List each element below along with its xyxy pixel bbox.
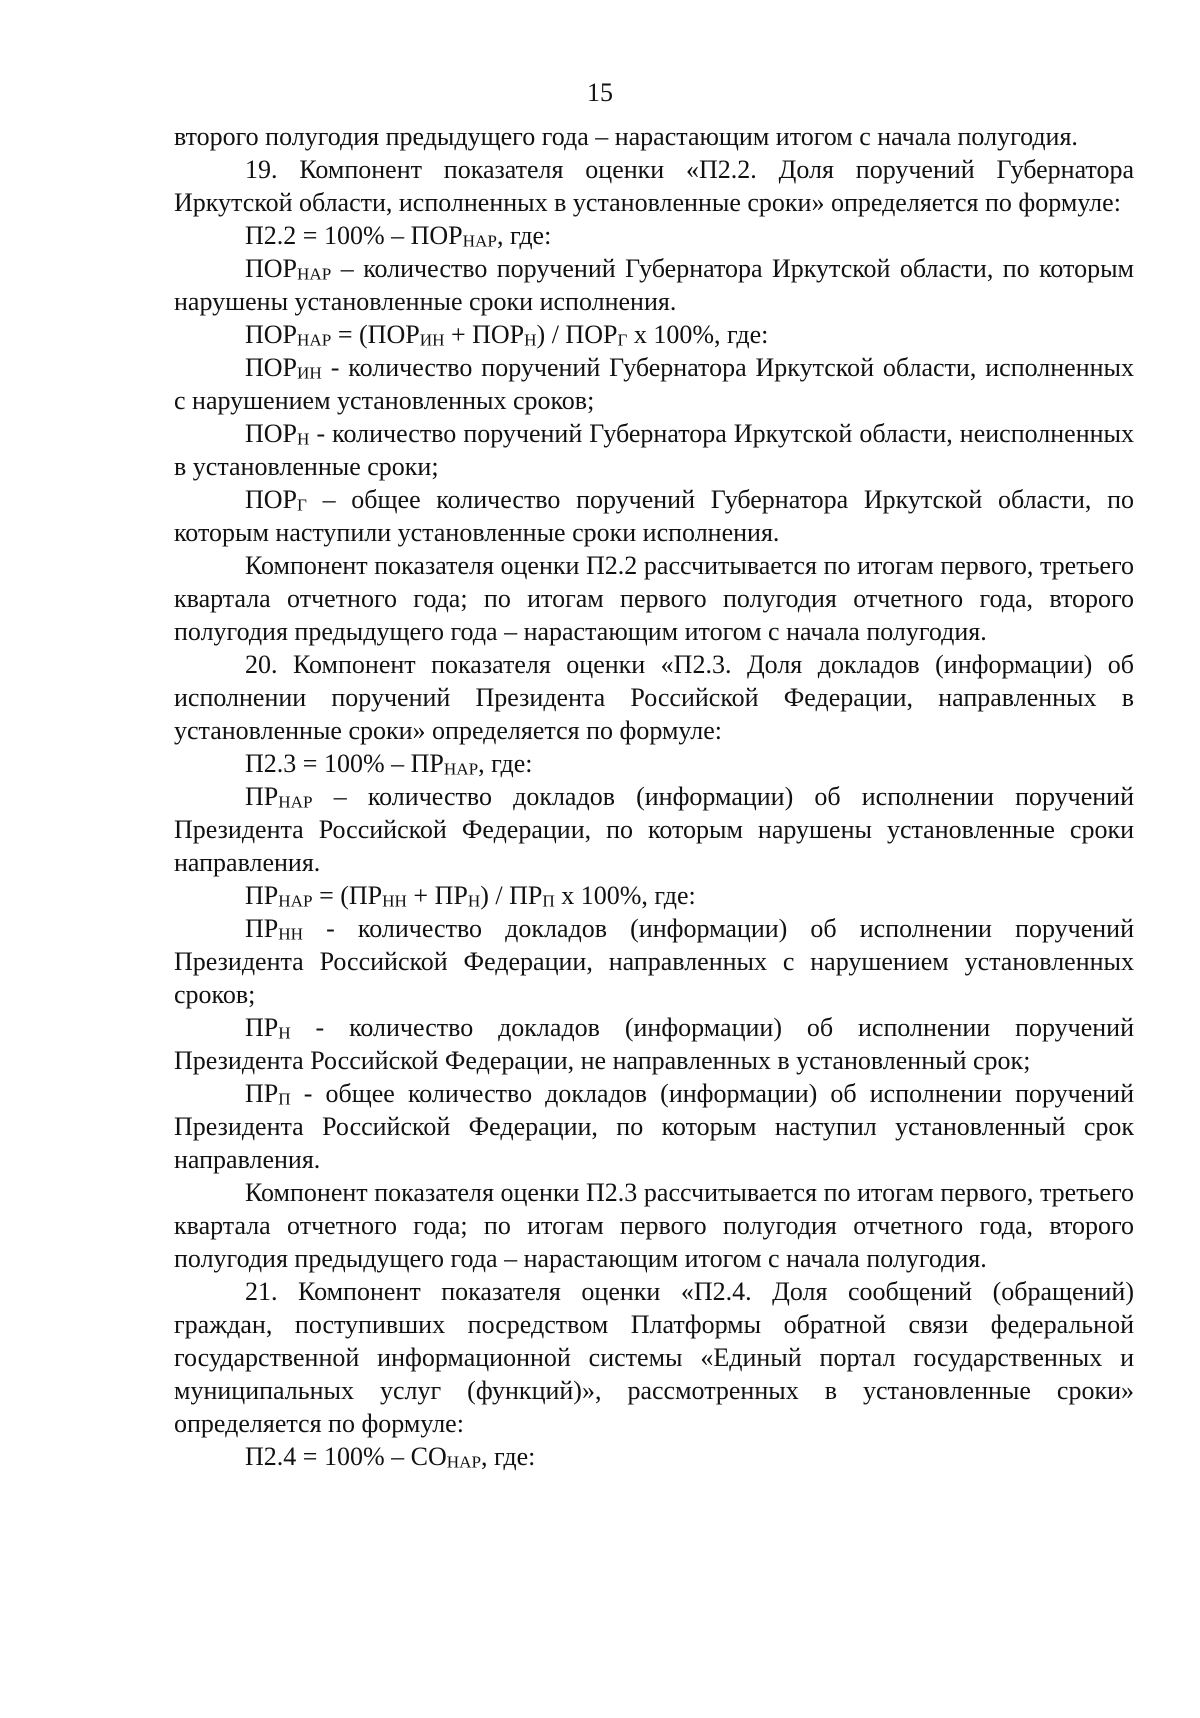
- subscript-text: Г: [617, 330, 628, 350]
- text-run: , где:: [481, 1442, 536, 1471]
- text-run: ПР: [245, 1013, 279, 1042]
- subscript-text: ИН: [297, 363, 322, 383]
- paragraph: [174, 252, 1134, 318]
- subscript-text: Г: [297, 495, 307, 515]
- subscript-text: НАР: [297, 264, 332, 284]
- text-run: ПОР: [245, 485, 298, 514]
- paragraph: [174, 780, 1134, 879]
- text-run: - количество докладов (информации) об исполнении поручений Президента Российской Федерации, направленных с нарушением установленных сроков;: [174, 914, 1134, 1009]
- subscript-text: Н: [297, 429, 310, 449]
- paragraph: [174, 351, 1134, 417]
- document-body: [174, 120, 1134, 1473]
- subscript-text: Н: [467, 891, 481, 911]
- text-run: + ПР: [406, 881, 468, 910]
- text-run: – общее количество поручений Губернатора Иркутской области, по которым наступили установленные сроки исполнения.: [174, 485, 1134, 547]
- paragraph: [174, 1176, 1134, 1275]
- paragraph: [174, 417, 1134, 483]
- subscript-text: НАР: [297, 330, 332, 350]
- text-run: х 100%, где:: [554, 881, 696, 910]
- text-run: - количество докладов (информации) об исполнении поручений Президента Российской Федерации, не направленных в установленный срок;: [174, 1013, 1134, 1075]
- paragraph: [174, 153, 1134, 219]
- text-run: - общее количество докладов (информации) об исполнении поручений Президента Российской Федерации, по которым наступил установленный срок направления.: [174, 1079, 1134, 1174]
- paragraph: [174, 747, 1134, 780]
- text-run: Компонент показателя оценки П2.2 рассчитывается по итогам первого, третьего квартала отчетного года; по итогам первого полугодия отчетного года, второго полугодия предыдущего года – нарастающим итогом с начала полугодия.: [174, 551, 1134, 646]
- text-run: 20. Компонент показателя оценки «П2.3. Доля докладов (информации) об исполнении поручений Президента Российской Федерации, направленных в установленные сроки» определяется по формуле:: [174, 650, 1134, 745]
- paragraph: [174, 1077, 1134, 1176]
- paragraph: [174, 318, 1134, 351]
- text-run: х 100%, где:: [627, 320, 769, 349]
- text-run: П2.3 = 100% – ПР: [245, 749, 444, 778]
- text-run: , где:: [478, 749, 533, 778]
- text-run: – количество докладов (информации) об исполнении поручений Президента Российской Федерации, по которым нарушены установленные сроки направления.: [174, 782, 1134, 877]
- page-number: 15: [587, 78, 613, 107]
- text-run: ПР: [245, 914, 279, 943]
- text-run: ) / ПОР: [536, 320, 618, 349]
- subscript-text: ИН: [419, 330, 445, 350]
- subscript-text: НАР: [278, 792, 313, 812]
- text-run: = (ПОР: [331, 320, 420, 349]
- paragraph: [174, 483, 1134, 549]
- subscript-text: НАР: [278, 891, 313, 911]
- text-run: П2.2 = 100% – ПОР: [245, 221, 463, 250]
- text-run: второго полугодия предыдущего года – нарастающим итогом с начала полугодия.: [174, 122, 1078, 151]
- text-run: ПР: [245, 1079, 279, 1108]
- text-run: ) / ПР: [480, 881, 543, 910]
- text-run: ПОР: [245, 254, 298, 283]
- paragraph: [174, 648, 1134, 747]
- subscript-text: П: [542, 891, 555, 911]
- paragraph: [174, 1440, 1134, 1473]
- text-run: - количество поручений Губернатора Иркутской области, исполненных с нарушением установленных сроков;: [174, 353, 1134, 415]
- text-run: ПР: [245, 782, 279, 811]
- paragraph: [174, 912, 1134, 1011]
- paragraph: [174, 219, 1134, 252]
- text-run: ПОР: [245, 320, 298, 349]
- subscript-text: П: [278, 1089, 291, 1109]
- subscript-text: НАР: [462, 231, 497, 251]
- text-run: Компонент показателя оценки П2.3 рассчитывается по итогам первого, третьего квартала отчетного года; по итогам первого полугодия отчетного года, второго полугодия предыдущего года – нарастающим итогом с начала полугодия.: [174, 1178, 1134, 1273]
- subscript-text: Н: [524, 330, 537, 350]
- subscript-text: НАР: [443, 759, 479, 779]
- paragraph: [174, 549, 1134, 648]
- subscript-text: НН: [278, 924, 304, 944]
- text-run: - количество поручений Губернатора Иркутской области, неисполненных в установленные сроки;: [174, 419, 1134, 481]
- paragraph: [174, 120, 1134, 153]
- paragraph: [174, 879, 1134, 912]
- text-run: ПР: [245, 881, 279, 910]
- text-run: + ПОР: [444, 320, 525, 349]
- subscript-text: НАР: [446, 1452, 482, 1472]
- text-run: П2.4 = 100% – СО: [245, 1442, 447, 1471]
- text-run: = (ПР: [312, 881, 383, 910]
- subscript-text: Н: [278, 1023, 291, 1043]
- text-run: ПОР: [245, 353, 298, 382]
- text-run: ПОР: [245, 419, 298, 448]
- text-run: , где:: [496, 221, 552, 250]
- text-run: 19. Компонент показателя оценки «П2.2. Доля поручений Губернатора Иркутской области, исполненных в установленные сроки» определяется по формуле:: [174, 155, 1134, 217]
- paragraph: [174, 1011, 1134, 1077]
- text-run: – количество поручений Губернатора Иркутской области, по которым нарушены установленные сроки исполнения.: [174, 254, 1134, 316]
- subscript-text: НН: [382, 891, 407, 911]
- paragraph: [174, 1275, 1134, 1440]
- text-run: 21. Компонент показателя оценки «П2.4. Доля сообщений (обращений) граждан, поступивших посредством Платформы обратной связи федеральной государственной информационной системы «Единый портал государственных и муниципальных услуг (функций)», рассмотренных в установленные сроки» определяется по формуле:: [174, 1277, 1134, 1438]
